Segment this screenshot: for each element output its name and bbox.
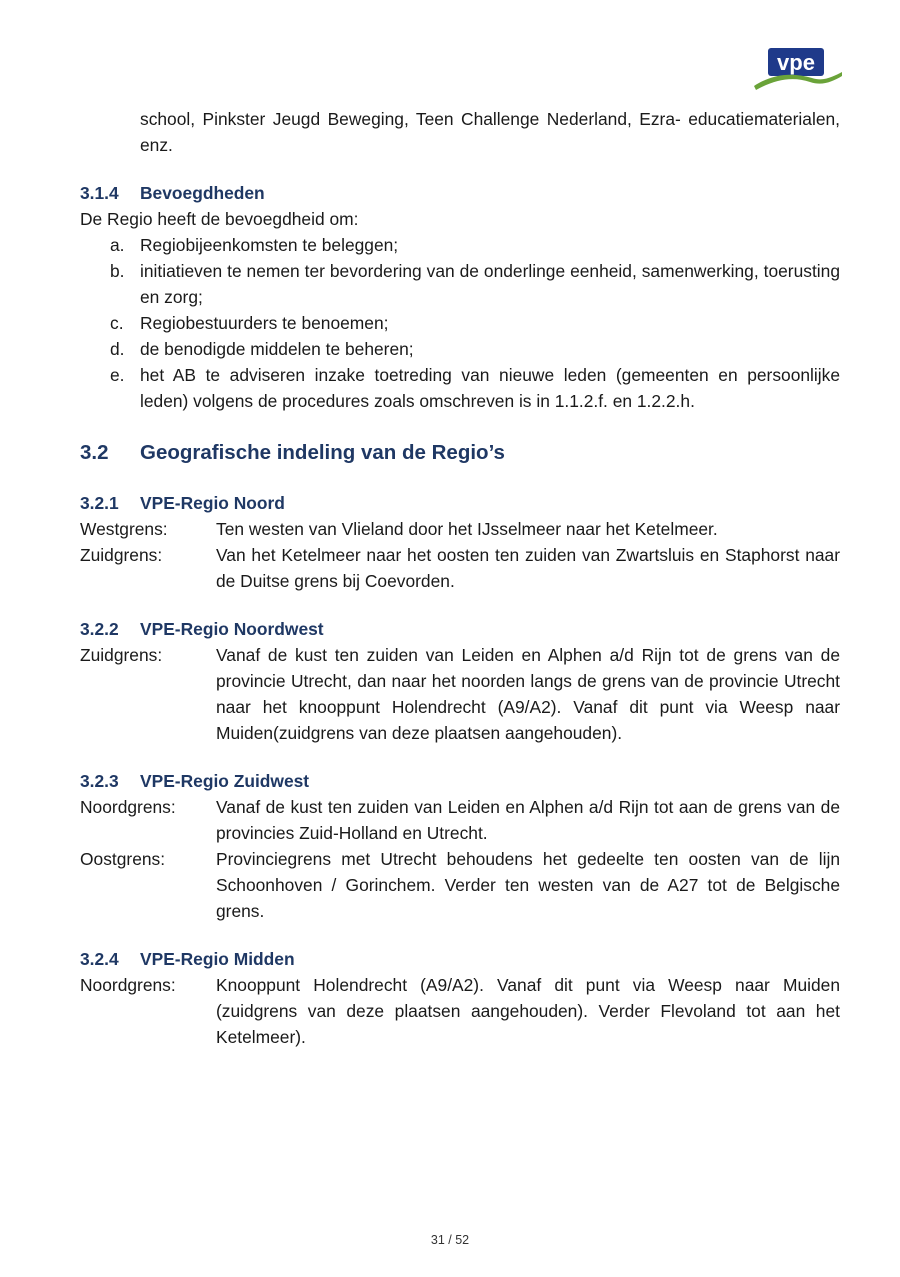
section-title: VPE-Regio Noord [140,493,285,513]
list-text: Regiobestuurders te benoemen; [140,313,389,333]
list-item [80,362,840,414]
border-term: Noordgrens: [80,797,176,817]
list-text: Regiobijeenkomsten te beleggen; [140,235,399,255]
section-title: Bevoegdheden [140,183,265,203]
section-number: 3.2.2 [80,619,119,639]
powers-list [80,232,840,414]
vpe-logo [752,46,844,92]
region-noordwest-borders [80,642,840,746]
border-desc: Knooppunt Holendrecht (A9/A2). Vanaf dit punt via Weesp naar Muiden (zuidgrens van deze plaatsen aangehouden). Verder Flevoland tot aan het Ketelmeer). [216,975,840,1047]
border-term: Noordgrens: [80,975,176,995]
border-row [80,846,840,924]
section-title: Geografische indeling van de Regio’s [140,441,505,464]
section-3-2-3-heading [80,768,840,794]
section-3-2-4-heading [80,946,840,972]
region-noord-borders [80,516,840,594]
document-page [80,106,840,1050]
section-title: VPE-Regio Zuidwest [140,771,310,791]
section-3-1-4-heading [80,180,840,206]
list-text: de benodigde middelen te beheren; [140,339,414,359]
border-term: Oostgrens: [80,849,166,869]
list-letter: e. [110,365,125,385]
intro-continuation: school, Pinkster Jeugd Beweging, Teen Challenge Nederland, Ezra- educatiematerialen, enz. [140,109,840,155]
section-title: VPE-Regio Noordwest [140,619,324,639]
list-item [80,310,840,336]
border-desc: Vanaf de kust ten zuiden van Leiden en Alphen a/d Rijn tot aan de grens van de provincies Zuid-Holland en Utrecht. [216,797,840,843]
list-text: het AB te adviseren inzake toetreding van nieuwe leden (gemeenten en persoonlijke leden) volgens de procedures zoals omschreven is in 1.1.2.f. en 1.2.2.h. [140,365,840,411]
border-desc: Provinciegrens met Utrecht behoudens het gedeelte ten oosten van de lijn Schoonhoven / Gorinchem. Verder ten westen van de A27 tot de Belgische grens. [216,849,840,921]
region-midden-borders [80,972,840,1050]
border-desc: Vanaf de kust ten zuiden van Leiden en Alphen a/d Rijn tot de grens van de provincie Utrecht, dan naar het noorden langs de grens van de provincie Utrecht naar het knooppunt Holendrecht (A9/A2). Vanaf dit punt via Weesp naar Muiden(zuidgrens van deze plaatsen aangehouden). [216,645,840,743]
list-letter: a. [110,235,125,255]
list-letter: d. [110,339,125,359]
section-number: 3.2.4 [80,949,119,969]
border-desc: Ten westen van Vlieland door het IJsselmeer naar het Ketelmeer. [216,519,718,539]
section-title: VPE-Regio Midden [140,949,295,969]
list-item [80,258,840,310]
border-term: Westgrens: [80,519,168,539]
section-3-2-2-heading [80,616,840,642]
region-zuidwest-borders [80,794,840,924]
list-text: initiatieven te nemen ter bevordering van de onderlinge eenheid, samenwerking, toerusting en zorg; [140,261,840,307]
section-3-1-4-lead: De Regio heeft de bevoegdheid om: [80,209,359,229]
section-3-2-heading [80,438,840,468]
border-row [80,542,840,594]
list-item [80,336,840,362]
border-row [80,642,840,746]
border-row [80,972,840,1050]
section-number: 3.2.3 [80,771,119,791]
border-row [80,794,840,846]
section-number: 3.1.4 [80,183,119,203]
section-number: 3.2.1 [80,493,119,513]
border-term: Zuidgrens: [80,545,163,565]
list-letter: b. [110,261,125,281]
list-item [80,232,840,258]
page-number: 31 / 52 [430,1233,470,1247]
section-number: 3.2 [80,441,109,464]
border-row [80,516,840,542]
logo-text: vpe [777,50,815,75]
list-letter: c. [110,313,124,333]
section-3-2-1-heading [80,490,840,516]
border-desc: Van het Ketelmeer naar het oosten ten zuiden van Zwartsluis en Staphorst naar de Duitse grens bij Coevorden. [216,545,840,591]
border-term: Zuidgrens: [80,645,163,665]
